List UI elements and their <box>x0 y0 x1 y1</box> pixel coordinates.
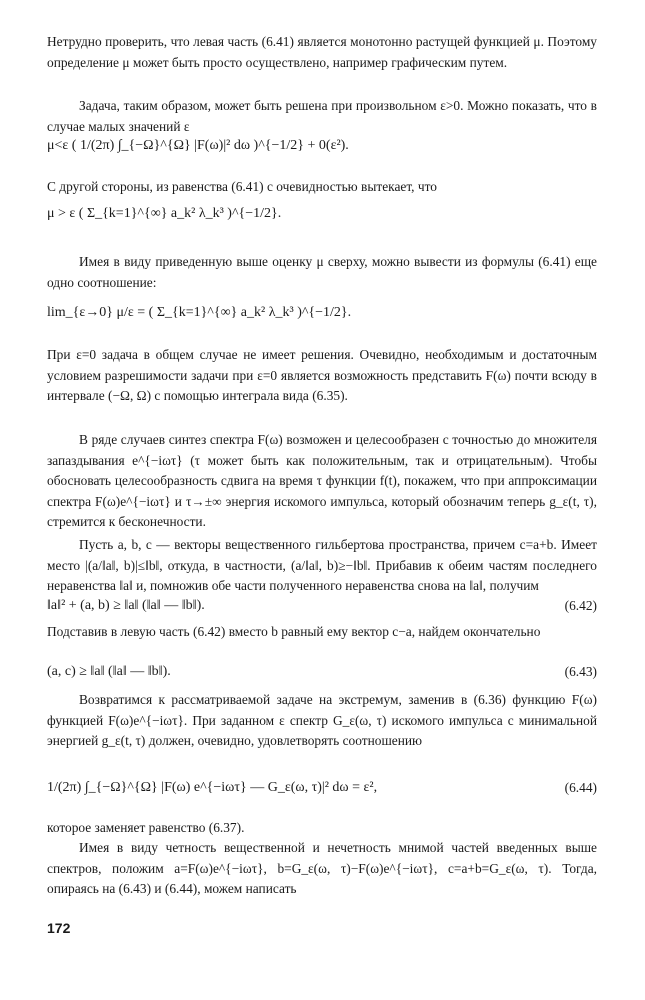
paragraph-2: Задача, таким образом, может быть решена при произвольном ε>0. Можно показать, что в случае малых значений ε <box>47 98 597 134</box>
equation-number-6-42: (6.42) <box>564 598 597 613</box>
formula-6 <box>47 780 597 820</box>
paragraph-7: Пусть a, b, c — векторы вещественного гильбертова пространства, причем c=a+b. Имеет место |(a/‖a‖, b)|≤‖b‖, откуда, в частности, (a/‖a‖, b)≥−‖b‖. Прибавив к обеим частям последнего неравенства ‖a‖ и, помножив обе части полученного неравенства снова на ‖a‖, получим <box>47 537 597 593</box>
paragraph-10: которое заменяет равенство (6.37). <box>47 820 245 835</box>
formula-1-text: μ<ε ( 1/(2π) ∫_{−Ω}^{Ω} |F(ω)|² dω )^{−1/2} + 0(ε²). <box>47 138 349 153</box>
paragraph-11: Имея в виду четность вещественной и нечетность мнимой частей введенных выше спектров, положим a=F(ω)e^{−iωτ}, b=G_ε(ω, τ)−F(ω)e^{−iωτ}, c=a+b=G_ε(ω, τ). Тогда, опираясь на (6.43) и (6.44), можем написать <box>47 840 597 896</box>
page-number: 172 <box>47 920 71 936</box>
formula-5-text: (a, c) ≥ ‖a‖ (‖a‖ — ‖b‖). <box>47 664 171 679</box>
paragraph-3: С другой стороны, из равенства (6.41) с очевидностью вытекает, что <box>47 179 437 194</box>
formula-4-text: ‖a‖² + (a, b) ≥ ‖a‖ (‖a‖ — ‖b‖). <box>47 598 205 613</box>
paragraph-5: При ε=0 задача в общем случае не имеет решения. Очевидно, необходимым и достаточным условием разрешимости задачи при ε=0 является возможность представить F(ω) почти всюду в интервале (−Ω, Ω) с помощью интеграла вида (6.35). <box>47 347 597 403</box>
equation-number-6-43: (6.43) <box>564 664 597 679</box>
formula-1 <box>47 138 597 178</box>
paragraph-8: Подставив в левую часть (6.42) вместо b равный ему вектор c−a, найдем окончательно <box>47 624 541 639</box>
formula-2-text: μ > ε ( Σ_{k=1}^{∞} a_k² λ_k³ )^{−1/2}. <box>47 206 282 221</box>
paragraph-4: Имея в виду приведенную выше оценку μ сверху, можно вывести из формулы (6.41) еще одно соотношение: <box>47 254 597 290</box>
formula-3 <box>47 305 597 345</box>
equation-number-6-44: (6.44) <box>564 780 597 795</box>
paragraph-1: Нетрудно проверить, что левая часть (6.41) является монотонно растущей функцией μ. Поэтому определение μ может быть просто осуществлено, например графическим путем. <box>47 34 597 70</box>
paragraph-6: В ряде случаев синтез спектра F(ω) возможен и целесообразен с точностью до множителя запаздывания e^{−iωτ} (τ может быть как положительным, так и отрицательным). Чтобы обосновать целесообразность сдвига на время τ функции f(t), покажем, что при аппроксимации спектра F(ω)e^{−iωτ} и τ→±∞ энергия искомого импульса, который обозначим теперь g_ε(t, τ), стремится к бесконечности. <box>47 432 597 529</box>
formula-2 <box>47 206 597 246</box>
formula-6-text: 1/(2π) ∫_{−Ω}^{Ω} |F(ω) e^{−iωτ} — G_ε(ω, τ)|² dω = ε², <box>47 780 378 795</box>
formula-3-text: lim_{ε→0} μ/ε = ( Σ_{k=1}^{∞} a_k² λ_k³ )^{−1/2}. <box>47 305 352 320</box>
paragraph-9: Возвратимся к рассматриваемой задаче на экстремум, заменив в (6.36) функцию F(ω) функцией F(ω)e^{−iωτ}. При заданном ε спектр G_ε(ω, τ) искомого импульса с минимальной энергией g_ε(t, τ) должен, очевидно, удовлетворять соотношению <box>47 692 597 748</box>
